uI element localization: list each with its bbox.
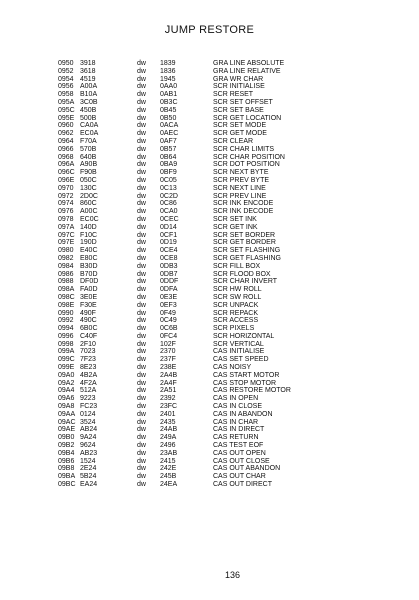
directive-cell: dw (137, 356, 146, 364)
address-cell: 096C (58, 169, 75, 177)
hex-cell: 1836 (160, 67, 176, 75)
hex-cell: 2370 (160, 348, 176, 356)
address-cell: 09AC (58, 418, 76, 426)
label-cell: CAS IN ABANDON (213, 410, 273, 418)
directive-cell: dw (137, 371, 146, 379)
directive-cell: dw (137, 309, 146, 317)
hex-cell: 0EF3 (160, 301, 177, 309)
hex-cell: 0CE4 (160, 247, 178, 255)
label-cell: SCR SET BASE (213, 106, 264, 114)
address-cell: 0962 (58, 130, 74, 138)
address-cell: 09A8 (58, 403, 75, 411)
value-cell: 570B (80, 145, 97, 153)
hex-cell: 0BF9 (160, 169, 177, 177)
hex-cell: 102F (160, 340, 176, 348)
directive-cell: dw (137, 91, 146, 99)
address-cell: 09AA (58, 410, 76, 418)
hex-cell: 0C2D (160, 192, 178, 200)
label-cell: SCR CHAR LIMITS (213, 145, 275, 153)
directive-cell: dw (137, 278, 146, 286)
label-cell: SCR HORIZONTAL (213, 332, 275, 340)
label-cell: SCR PIXELS (213, 325, 255, 333)
value-cell: 1524 (80, 457, 96, 465)
value-cell: 0124 (80, 410, 96, 418)
address-cell: 097C (58, 231, 75, 239)
directive-cell: dw (137, 231, 146, 239)
value-cell: 9223 (80, 395, 96, 403)
address-cell: 099C (58, 356, 75, 364)
directive-cell: dw (137, 403, 146, 411)
value-cell: F10C (80, 231, 98, 239)
hex-cell: 0AA0 (160, 83, 178, 91)
hex-cell: 2435 (160, 418, 176, 426)
address-cell: 0992 (58, 317, 74, 325)
address-cell: 09B8 (58, 465, 75, 473)
value-cell: 7023 (80, 348, 96, 356)
directive-cell: dw (137, 208, 146, 216)
directive-cell: dw (137, 83, 146, 91)
address-cell: 0968 (58, 153, 74, 161)
value-cell: C40F (80, 332, 98, 340)
hex-cell: 0CA0 (160, 208, 178, 216)
address-cell: 09A2 (58, 379, 75, 387)
address-cell: 095E (58, 114, 75, 122)
directive-cell: dw (137, 348, 146, 356)
hex-cell: 0C13 (160, 184, 177, 192)
label-cell: SCR CHAR POSITION (213, 153, 285, 161)
directive-cell: dw (137, 98, 146, 106)
directive-cell: dw (137, 223, 146, 231)
page-number: 136 (225, 570, 241, 580)
directive-cell: dw (137, 215, 146, 223)
value-cell: 4B2A (80, 371, 98, 379)
address-cell: 09A4 (58, 387, 75, 395)
directive-cell: dw (137, 247, 146, 255)
hex-cell: 0CEC (160, 215, 179, 223)
hex-cell: 24AB (160, 426, 178, 434)
directive-cell: dw (137, 130, 146, 138)
hex-cell: 23AB (160, 449, 178, 457)
address-cell: 099A (58, 348, 75, 356)
value-cell: 3C0B (80, 98, 98, 106)
address-cell: 0950 (58, 60, 74, 67)
directive-cell: dw (137, 457, 146, 465)
directive-cell: dw (137, 122, 146, 130)
label-cell: CAS OUT CLOSE (213, 457, 270, 465)
address-cell: 0998 (58, 340, 74, 348)
directive-cell: dw (137, 410, 146, 418)
value-cell: A00A (80, 83, 98, 91)
value-cell: 4519 (80, 75, 96, 83)
hex-cell: 0C05 (160, 176, 177, 184)
label-cell: CAS OUT CHAR (213, 473, 266, 481)
hex-cell: 0C49 (160, 317, 177, 325)
value-cell: 3E0E (80, 293, 98, 301)
label-cell: SCR SET FLASHING (213, 247, 281, 255)
label-cell: CAS RESTORE MOTOR (213, 387, 291, 395)
address-cell: 0982 (58, 254, 74, 262)
value-cell: B30D (80, 262, 98, 270)
directive-cell: dw (137, 426, 146, 434)
directive-cell: dw (137, 286, 146, 294)
hex-cell: 0AB1 (160, 91, 178, 99)
label-cell: SCR FILL BOX (213, 262, 261, 270)
hex-cell: 0E3E (160, 293, 178, 301)
label-cell: GRA LINE RELATIVE (213, 67, 281, 75)
value-cell: 9624 (80, 442, 96, 450)
value-cell: 130C (80, 184, 97, 192)
address-cell: 0976 (58, 208, 74, 216)
label-cell: SCR GET FLASHING (213, 254, 281, 262)
hex-cell: 242E (160, 465, 177, 473)
directive-cell: dw (137, 301, 146, 309)
hex-cell: 2401 (160, 410, 176, 418)
label-cell: CAS INITIALISE (213, 348, 265, 356)
address-cell: 098A (58, 286, 75, 294)
hex-cell: 0B45 (160, 106, 177, 114)
label-cell: SCR NEXT LINE (213, 184, 266, 192)
hex-cell: 245B (160, 473, 177, 481)
address-cell: 0980 (58, 247, 74, 255)
hex-cell: 0F49 (160, 309, 176, 317)
value-cell: 500B (80, 114, 97, 122)
hex-cell: 249A (160, 434, 177, 442)
hex-cell: 0B64 (160, 153, 177, 161)
value-cell: 6B0C (80, 325, 98, 333)
hex-cell: 0BA9 (160, 161, 178, 169)
address-cell: 096E (58, 176, 75, 184)
directive-cell: dw (137, 379, 146, 387)
hex-cell: 2A51 (160, 387, 177, 395)
label-cell: CAS STOP MOTOR (213, 379, 277, 387)
directive-cell: dw (137, 169, 146, 177)
label-cell: SCR INK DECODE (213, 208, 274, 216)
value-cell: CA0A (80, 122, 99, 130)
hex-cell: 0B3C (160, 98, 178, 106)
value-cell: 490C (80, 317, 97, 325)
value-cell: 3524 (80, 418, 96, 426)
page-title: JUMP RESTORE (164, 24, 255, 36)
directive-cell: dw (137, 153, 146, 161)
directive-cell: dw (137, 60, 146, 67)
value-cell: F30E (80, 301, 97, 309)
hex-cell: 0AF7 (160, 137, 177, 145)
hex-cell: 24EA (160, 481, 178, 489)
hex-cell: 2496 (160, 442, 176, 450)
directive-cell: dw (137, 75, 146, 83)
label-cell: CAS START MOTOR (213, 371, 280, 379)
address-cell: 0958 (58, 91, 74, 99)
address-cell: 0994 (58, 325, 74, 333)
address-cell: 097E (58, 239, 75, 247)
value-cell: 3918 (80, 60, 96, 67)
label-cell: CAS TEST EOF (213, 442, 264, 450)
label-cell: SCR GET INK (213, 223, 258, 231)
hex-cell: 1839 (160, 60, 176, 67)
label-cell: SCR GET BORDER (213, 239, 276, 247)
value-cell: 860C (80, 200, 97, 208)
label-cell: SCR SET MODE (213, 122, 267, 130)
directive-cell: dw (137, 395, 146, 403)
label-cell: CAS SET SPEED (213, 356, 269, 364)
value-cell: 190D (80, 239, 97, 247)
value-cell: AB24 (80, 426, 98, 434)
address-cell: 0974 (58, 200, 74, 208)
hex-cell: 0DFA (160, 286, 178, 294)
directive-cell: dw (137, 364, 146, 372)
label-cell: SCR INITIALISE (213, 83, 265, 91)
label-cell: SCR UNPACK (213, 301, 259, 309)
hex-cell: 0DDF (160, 278, 179, 286)
label-cell: CAS IN DIRECT (213, 426, 265, 434)
label-cell: SCR SET INK (213, 215, 257, 223)
directive-cell: dw (137, 161, 146, 169)
address-cell: 0990 (58, 309, 74, 317)
label-cell: SCR FLOOD BOX (213, 270, 271, 278)
label-cell: SCR RESET (213, 91, 254, 99)
label-cell: CAS OUT DIRECT (213, 481, 272, 489)
value-cell: FC23 (80, 403, 98, 411)
value-cell: 2D0C (80, 192, 98, 200)
value-cell: 5B24 (80, 473, 97, 481)
label-cell: CAS IN OPEN (213, 395, 259, 403)
address-cell: 0972 (58, 192, 74, 200)
address-cell: 095C (58, 106, 75, 114)
hex-cell: 0C6B (160, 325, 178, 333)
value-cell: AB23 (80, 449, 98, 457)
directive-cell: dw (137, 239, 146, 247)
label-cell: CAS IN CLOSE (213, 403, 263, 411)
address-cell: 09A0 (58, 371, 75, 379)
label-cell: SCR ACCESS (213, 317, 259, 325)
label-cell: SCR DOT POSITION (213, 161, 280, 169)
hex-cell: 0AEC (160, 130, 179, 138)
directive-cell: dw (137, 473, 146, 481)
label-cell: SCR PREV LINE (213, 192, 267, 200)
directive-cell: dw (137, 387, 146, 395)
address-cell: 0952 (58, 67, 74, 75)
directive-cell: dw (137, 270, 146, 278)
directive-cell: dw (137, 192, 146, 200)
address-cell: 0954 (58, 75, 74, 83)
hex-cell: 2415 (160, 457, 176, 465)
value-cell: 8E23 (80, 364, 97, 372)
directive-cell: dw (137, 137, 146, 145)
label-cell: SCR SET BORDER (213, 231, 276, 239)
value-cell: 2E24 (80, 465, 97, 473)
address-cell: 099E (58, 364, 75, 372)
address-cell: 09A6 (58, 395, 75, 403)
directive-cell: dw (137, 293, 146, 301)
value-cell: 512A (80, 387, 97, 395)
address-cell: 09B2 (58, 442, 75, 450)
directive-cell: dw (137, 465, 146, 473)
directive-cell: dw (137, 325, 146, 333)
directive-cell: dw (137, 434, 146, 442)
address-cell: 098C (58, 293, 75, 301)
address-cell: 09AE (58, 426, 76, 434)
address-cell: 0986 (58, 270, 74, 278)
hex-cell: 2A4B (160, 371, 178, 379)
address-cell: 0970 (58, 184, 74, 192)
directive-cell: dw (137, 145, 146, 153)
directive-cell: dw (137, 254, 146, 262)
value-cell: FA0D (80, 286, 98, 294)
hex-cell: 0DB7 (160, 270, 178, 278)
label-cell: SCR PREV BYTE (213, 176, 270, 184)
hex-cell: 0D14 (160, 223, 177, 231)
directive-cell: dw (137, 200, 146, 208)
value-cell: EC0A (80, 130, 99, 138)
directive-cell: dw (137, 418, 146, 426)
label-cell: SCR NEXT BYTE (213, 169, 269, 177)
label-cell: SCR CHAR INVERT (213, 278, 278, 286)
hex-cell: 0CF1 (160, 231, 178, 239)
value-cell: EA24 (80, 481, 98, 489)
address-cell: 0956 (58, 83, 74, 91)
value-cell: 3618 (80, 67, 96, 75)
directive-cell: dw (137, 176, 146, 184)
address-cell: 0984 (58, 262, 74, 270)
address-cell: 09B6 (58, 457, 75, 465)
label-cell: GRA LINE ABSOLUTE (213, 60, 285, 67)
label-cell: GRA WR CHAR (213, 75, 264, 83)
label-cell: CAS NOISY (213, 364, 252, 372)
value-cell: 4F2A (80, 379, 97, 387)
hex-cell: 0C86 (160, 200, 177, 208)
address-cell: 0988 (58, 278, 74, 286)
hex-cell: 2392 (160, 395, 176, 403)
address-cell: 09BC (58, 481, 76, 489)
address-cell: 0966 (58, 145, 74, 153)
hex-cell: 0ACA (160, 122, 179, 130)
value-cell: A00C (80, 208, 98, 216)
address-cell: 098E (58, 301, 75, 309)
value-cell: 2F10 (80, 340, 96, 348)
value-cell: E80C (80, 254, 98, 262)
address-cell: 0964 (58, 137, 74, 145)
hex-cell: 0DB3 (160, 262, 178, 270)
hex-cell: 0FC4 (160, 332, 178, 340)
directive-cell: dw (137, 114, 146, 122)
label-cell: SCR SW ROLL (213, 293, 262, 301)
value-cell: 050C (80, 176, 97, 184)
hex-cell: 1945 (160, 75, 176, 83)
value-cell: DF0D (80, 278, 99, 286)
value-cell: 140D (80, 223, 97, 231)
directive-cell: dw (137, 67, 146, 75)
hex-cell: 2A4F (160, 379, 177, 387)
value-cell: 450B (80, 106, 97, 114)
value-cell: B70D (80, 270, 98, 278)
directive-cell: dw (137, 340, 146, 348)
address-cell: 096A (58, 161, 75, 169)
address-cell: 09B0 (58, 434, 75, 442)
hex-cell: 238E (160, 364, 177, 372)
hex-cell: 237F (160, 356, 176, 364)
address-cell: 097A (58, 223, 75, 231)
directive-cell: dw (137, 449, 146, 457)
address-cell: 09BA (58, 473, 76, 481)
directive-cell: dw (137, 184, 146, 192)
directive-cell: dw (137, 317, 146, 325)
hex-cell: 0B57 (160, 145, 177, 153)
address-cell: 0960 (58, 122, 74, 130)
directive-cell: dw (137, 106, 146, 114)
hex-cell: 0CE8 (160, 254, 178, 262)
directive-cell: dw (137, 332, 146, 340)
label-cell: SCR GET LOCATION (213, 114, 282, 122)
value-cell: A90B (80, 161, 98, 169)
label-cell: SCR CLEAR (213, 137, 254, 145)
hex-cell: 0D19 (160, 239, 177, 247)
directive-cell: dw (137, 262, 146, 270)
address-cell: 0996 (58, 332, 74, 340)
hex-cell: 0B50 (160, 114, 177, 122)
address-cell: 0978 (58, 215, 74, 223)
value-cell: F70A (80, 137, 97, 145)
value-cell: 7F23 (80, 356, 96, 364)
value-cell: B10A (80, 91, 98, 99)
value-cell: 640B (80, 153, 97, 161)
label-cell: SCR HW ROLL (213, 286, 262, 294)
label-cell: SCR SET OFFSET (213, 98, 273, 106)
label-cell: SCR REPACK (213, 309, 258, 317)
label-cell: SCR GET MODE (213, 130, 267, 138)
value-cell: F90B (80, 169, 97, 177)
address-cell: 09B4 (58, 449, 75, 457)
hex-cell: 23FC (160, 403, 178, 411)
address-cell: 095A (58, 98, 75, 106)
value-cell: 490F (80, 309, 96, 317)
label-cell: SCR VERTICAL (213, 340, 264, 348)
label-cell: CAS RETURN (213, 434, 259, 442)
label-cell: SCR INK ENCODE (213, 200, 274, 208)
label-cell: CAS OUT OPEN (213, 449, 266, 457)
label-cell: CAS IN CHAR (213, 418, 259, 426)
directive-cell: dw (137, 442, 146, 450)
value-cell: E40C (80, 247, 98, 255)
label-cell: CAS OUT ABANDON (213, 465, 281, 473)
value-cell: 9A24 (80, 434, 97, 442)
value-cell: EC0C (80, 215, 99, 223)
directive-cell: dw (137, 481, 146, 489)
